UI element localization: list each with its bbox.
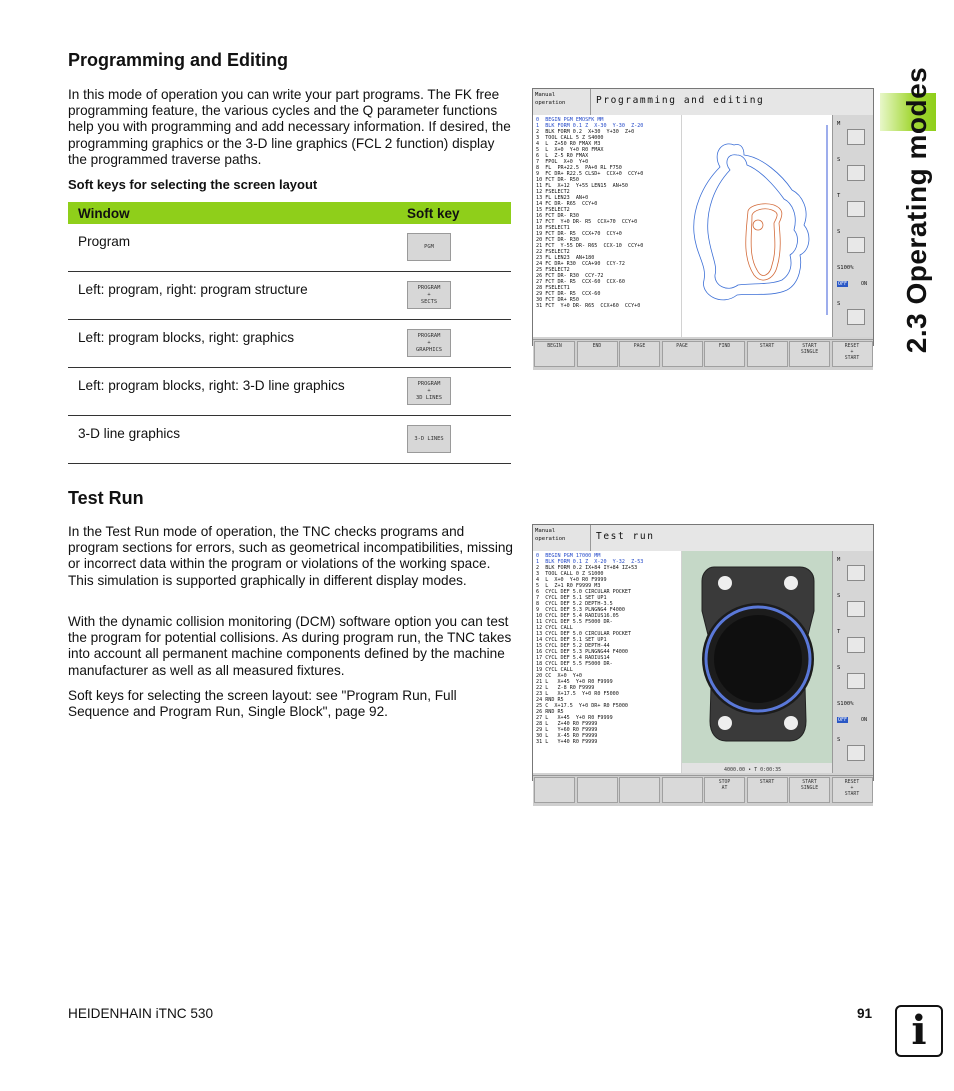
program-line: 12 CYCL CALL [536,625,573,631]
row-window-label: 3-D line graphics [78,426,180,441]
screenshot-testrun [532,524,874,797]
program-line: 30 FCT DR+ R50 [536,297,579,303]
machine-icon [847,673,865,689]
program-line: 16 FCT DR- R30 [536,213,579,219]
side-softkey[interactable] [835,627,871,659]
side-softkey[interactable] [835,299,871,331]
side-softkey-label: S100% [837,701,854,707]
test-run-status: 4000.00 • T 0:00:35 [724,767,782,773]
program-line: 13 CYCL DEF 5.0 CIRCULAR POCKET [536,631,632,637]
side-softkey-label: S [837,665,841,671]
side-softkey[interactable] [835,699,871,731]
machine-icon [847,637,865,653]
side-softkey-label: S [837,157,841,163]
table-header [68,202,511,224]
col-softkey: Soft key [407,206,460,221]
view-softkey[interactable] [662,777,703,803]
side-softkey[interactable] [835,119,871,151]
off-toggle[interactable]: OFF [838,717,848,723]
program-line: 5 L Z+1 R0 F9999 M3 [536,583,601,589]
program-line: 28 L Z+40 R0 F9999 [536,721,598,727]
bottom-softkey[interactable]: RESET + START [832,777,873,803]
bottom-softkey[interactable]: PAGE [619,341,660,367]
program-line: 17 CYCL DEF 5.4 RADIUS14 [536,655,610,661]
program-line: 18 FSELECT1 [536,225,570,231]
workpiece-graphic [682,551,834,773]
side-softkey-label: T [837,193,841,199]
row-window-label: Left: program, right: program structure [78,282,308,297]
program-line: 25 C X+17.5 Y+0 DR+ R0 F5000 [536,703,629,709]
mode-label: Manual operation [533,525,591,551]
program-line: 29 FCT DR- R5 CCX-60 [536,291,601,297]
chapter-side-title: 2.3 Operating modes [901,66,932,354]
program-line: 14 FC DR- R65 CCY+0 [536,201,598,207]
program-line: 21 FCT Y-55 DR- R65 CCX-10 CCY+0 [536,243,644,249]
bottom-softkey[interactable]: FIND [704,341,745,367]
section-heading-testrun: Test Run [68,488,144,508]
program-line: 8 CYCL DEF 5.2 DEPTH-3.5 [536,601,613,607]
program-line: 24 RND R5 [536,697,564,703]
program-line: 5 L X+0 Y+0 R0 FMAX [536,147,604,153]
softkey-table [68,202,511,464]
program-line: 13 FL LEN23 AN+0 [536,195,589,201]
side-softkey[interactable] [835,227,871,259]
machine-icon [847,565,865,581]
program-line: 20 CC X+0 Y+0 [536,673,583,679]
program-line: 0 BEGIN PGM EMOSFK MM [536,117,604,123]
program-line: 4 L Z+50 R0 FMAX M3 [536,141,601,147]
program-line: 12 FSELECT2 [536,189,570,195]
machine-icon [847,745,865,761]
testrun-paragraph-1: In the Test Run mode of operation, the TNC checks programs and program sections for errors, such as geometrical incompatibilities, missing or incorrect data within the program or violations of the working space. This simulation is supported graphically in different display modes. [68,524,513,588]
program-line: 30 L X-45 R0 F9999 [536,733,598,739]
vertical-softkey-bar [832,115,873,337]
row-window-label: Left: program blocks, right: 3-D line graphics [78,378,345,393]
table-row [68,272,511,320]
off-toggle[interactable]: OFF [838,281,848,287]
side-softkey[interactable] [835,263,871,295]
program-line: 26 FCT DR- R30 CCY-72 [536,273,604,279]
machine-icon [847,201,865,217]
program-line: 3 TOOL CALL 5 Z S4000 [536,135,604,141]
bottom-softkey[interactable]: START [747,777,788,803]
footer-product: HEIDENHAIN iTNC 530 [68,1006,214,1021]
program-line: 14 CYCL DEF 5.1 SET UP1 [536,637,607,643]
on-toggle[interactable]: ON [861,281,868,287]
program-line: 22 L Z-8 R0 F9999 [536,685,595,691]
bottom-softkey[interactable]: START SINGLE [789,777,830,803]
program-line: 6 L Z-5 R0 FMAX [536,153,589,159]
program-line: 9 FC DR+ R22.5 CLSD+ CCX+0 CCY+0 [536,171,644,177]
program-line: 6 CYCL DEF 5.0 CIRCULAR POCKET [536,589,632,595]
bottom-softkey[interactable]: STOP AT [704,777,745,803]
program-line: 7 FPOL X+0 Y+0 [536,159,589,165]
info-icon: i [895,1005,943,1057]
side-softkey[interactable] [835,591,871,623]
program-line: 11 CYCL DEF 5.5 F5000 DR- [536,619,613,625]
row-window-label: Left: program blocks, right: graphics [78,330,295,345]
program-line: 15 FSELECT2 [536,207,570,213]
program-line: 28 FSELECT1 [536,285,570,291]
softkey-button[interactable]: PROGRAM + 3D LINES [407,377,451,405]
machine-icon [847,165,865,181]
program-listing [533,115,681,337]
program-line: 24 FC DR+ R30 CCA+90 CCY-72 [536,261,625,267]
screen-title: Test run [591,525,873,551]
horizontal-softkey-bar [533,775,873,806]
bottom-softkey[interactable]: PAGE [662,341,703,367]
program-line: 8 FL PR+22.5 PA+0 RL F750 [536,165,622,171]
program-line: 31 L Y+40 R0 F9999 [536,739,598,745]
programming-paragraph: In this mode of operation you can write your part programs. The FK free programming feature, the various cycles and the Q parameter functions help you with programming and add necessary information. If desired, the programming graphics or the 3-D line graphics (FCL 2 function) display the programmed traverse paths. [68,87,511,167]
bottom-softkey[interactable]: END [577,341,618,367]
program-line: 4 L X+0 Y+0 R0 F9999 [536,577,607,583]
horizontal-softkey-bar [533,339,873,370]
side-softkey[interactable] [835,191,871,223]
bottom-softkey[interactable]: START SINGLE [789,341,830,367]
table-row [68,368,511,416]
program-line: 31 FCT Y+0 DR- R65 CCX+60 CCY+0 [536,303,641,309]
bottom-softkey[interactable]: START [747,341,788,367]
test-run-graphics [682,551,834,773]
side-softkey[interactable] [835,155,871,187]
program-line: 19 CYCL CALL [536,667,573,673]
side-softkey-label: M [837,121,841,127]
side-softkey[interactable] [835,555,871,587]
program-line: 17 FCT Y+0 DR- R5 CCX+70 CCY+0 [536,219,638,225]
program-line: 0 BEGIN PGM 17000 MM [536,553,601,559]
view-softkey[interactable] [619,777,660,803]
program-line: 1 BLK FORM 0.1 Z X-30 Y-30 Z-20 [536,123,644,129]
table-row [68,416,511,464]
bottom-softkey[interactable]: RESET + START [832,341,873,367]
side-softkey[interactable] [835,663,871,695]
program-line: 23 L X+17.5 Y+0 R0 F5000 [536,691,619,697]
machine-icon [847,309,865,325]
contour-graphic [682,115,834,337]
program-line: 2 BLK FORM 0.2 IX+84 IY+84 IZ+53 [536,565,638,571]
side-softkey-label: T [837,629,841,635]
row-window-label: Program [78,234,131,249]
program-line: 10 CYCL DEF 5.4 RADIUS16.05 [536,613,619,619]
program-line: 29 L Y+60 R0 F9999 [536,727,598,733]
softkey-subheading: Soft keys for selecting the screen layout [68,177,318,192]
program-line: 2 BLK FORM 0.2 X+30 Y+30 Z+0 [536,129,635,135]
program-line: 19 FCT DR- R5 CCX+70 CCY+0 [536,231,622,237]
col-window: Window [78,206,130,221]
table-row [68,224,511,272]
program-line: 25 FSELECT2 [536,267,570,273]
programming-graphics [682,115,834,337]
side-softkey-label: S [837,301,841,307]
program-line: 27 FCT DR- R5 CCX-60 CCX-60 [536,279,625,285]
program-line: 22 FSELECT2 [536,249,570,255]
page-number: 91 [857,1006,873,1021]
machine-icon [847,237,865,253]
program-line: 27 L X+45 Y+0 R0 F9999 [536,715,613,721]
program-line: 20 FCT DR- R30 [536,237,579,243]
view-softkey[interactable] [577,777,618,803]
testrun-paragraph-2: With the dynamic collision monitoring (DCM) software option you can test the program for potential collisions. As during program run, the TNC takes into account all permanent machine components defined by the machine manufacturer as well as all measured fixtures. [68,614,512,678]
side-softkey-label: M [837,557,841,563]
side-softkey-label: S [837,229,841,235]
machine-icon [847,129,865,145]
program-line: 16 CYCL DEF 5.3 PLNGNG44 F4000 [536,649,629,655]
side-softkey-label: S [837,593,841,599]
testrun-paragraph-3: Soft keys for selecting the screen layout: see "Program Run, Full Sequence and Program Run, Single Block", page 92. [68,688,457,720]
side-softkey[interactable] [835,735,871,767]
on-toggle[interactable]: ON [861,717,868,723]
program-line: 1 BLK FORM 0.1 Z X-20 Y-32 Z-53 [536,559,644,565]
mode-label: Manual operation [533,89,591,115]
program-line: 3 TOOL CALL 0 Z S1000 [536,571,604,577]
program-line: 9 CYCL DEF 5.3 PLNGNG4 F4000 [536,607,625,613]
program-line: 23 FL LEN23 AN+180 [536,255,595,261]
program-line: 10 FCT DR- R50 [536,177,579,183]
view-softkey[interactable] [534,777,575,803]
program-line: 21 L X+45 Y+0 R0 F9999 [536,679,613,685]
softkey-button[interactable]: 3-D LINES [407,425,451,453]
program-line: 18 CYCL DEF 5.5 F5000 DR- [536,661,613,667]
screenshot-programming [532,88,874,361]
softkey-button[interactable]: PGM [407,233,451,261]
softkey-button[interactable]: PROGRAM + SECTS [407,281,451,309]
softkey-button[interactable]: PROGRAM + GRAPHICS [407,329,451,357]
side-softkey-label: S [837,737,841,743]
program-line: 15 CYCL DEF 5.2 DEPTH-44 [536,643,610,649]
program-line: 26 RND R5 [536,709,564,715]
machine-icon [847,601,865,617]
section-heading-programming: Programming and Editing [68,50,289,70]
side-softkey-label: S100% [837,265,854,271]
program-line: 11 FL X+12 Y+55 LEN15 AN+50 [536,183,629,189]
vertical-softkey-bar [832,551,873,773]
screen-title: Programming and editing [591,89,873,115]
program-listing [533,551,681,773]
bottom-softkey[interactable]: BEGIN [534,341,575,367]
table-row [68,320,511,368]
program-line: 7 CYCL DEF 5.1 SET UP1 [536,595,607,601]
